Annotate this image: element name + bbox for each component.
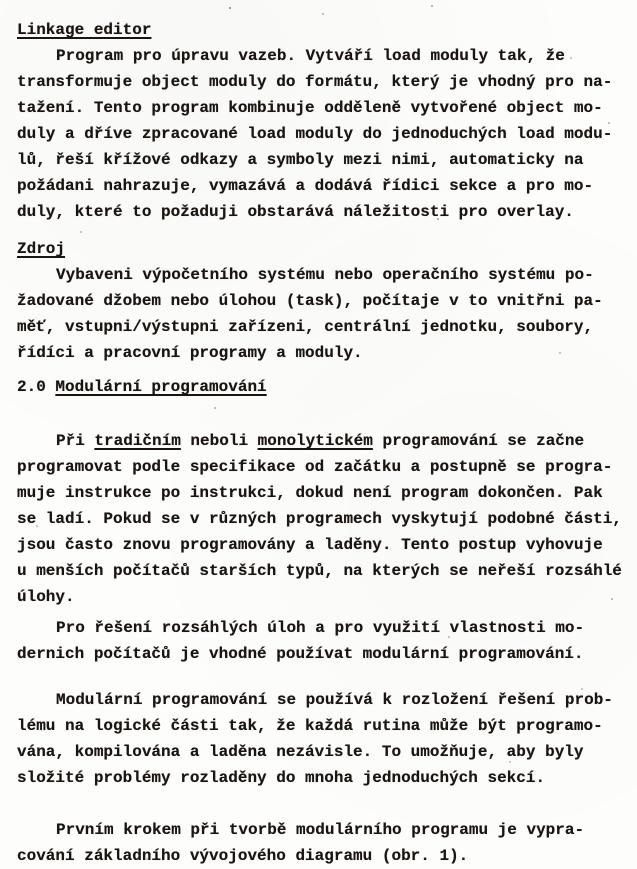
- text-line: programovat podle specifikace od začátku a postupně se progra-: [17, 458, 613, 476]
- text-line: Pro řešení rozsáhlých úloh a pro využití vlastnosti mo-: [56, 619, 585, 637]
- text-line: duly a dříve zpracované load moduly do jednoduchých load modu-: [17, 125, 613, 143]
- heading-modularni-programovani: [17, 374, 625, 400]
- text-line: [17, 428, 625, 454]
- text-segment: programování se začne: [372, 432, 585, 450]
- text-line: lů, řeší křížové odkazy a symboly mezi nimi, automaticky na: [17, 151, 584, 169]
- text-line: měť, vstupni/výstupni zařízeni, centrální jednotku, soubory,: [17, 318, 594, 336]
- text-line: složité problémy rozladěny do mnoha jednoduchých sekcí.: [17, 769, 546, 787]
- text-line: se ladí. Pokud se v různých programech vyskytují podobné části,: [17, 510, 622, 528]
- text-line: tažení. Tento program kombinuje odděleně vytvořené object mo-: [17, 99, 603, 117]
- text-line: muje instrukce po instrukci, dokud není program dokončen. Pak: [17, 484, 603, 502]
- text-line: Modulární programování se používá k rozložení řešení prob-: [56, 691, 613, 709]
- heading-zdroj: [17, 236, 625, 262]
- text-line: žadované džobem nebo úlohou (task), počítaje v to vnitřni pa-: [17, 292, 603, 310]
- text-line: dernich počítačů je vhodné používat modulární programování.: [17, 645, 584, 663]
- text-segment: Při: [56, 432, 95, 450]
- text-line: u menších počítačů starších typů, na kterých se neřeší rozsáhlé: [17, 562, 622, 580]
- text-line: lému na logické části tak, že každá rutina může být programo-: [17, 717, 603, 735]
- text-line: cování základního vývojového diagramu (obr. 1).: [17, 847, 469, 865]
- text-line: transformuje object moduly do formátu, který je vhodný pro na-: [17, 73, 613, 91]
- heading-zdroj-text: Zdroj: [17, 240, 66, 258]
- text-line: řídíci a pracovní programy a moduly.: [17, 344, 363, 362]
- text-line: Program pro úpravu vazeb. Vytváří load moduly tak, že: [56, 47, 565, 65]
- section-number: 2.0: [17, 378, 56, 396]
- text-line: Prvním krokem při tvorbě modulárního programu je vypra-: [56, 821, 585, 839]
- underlined-term-monolytickem: monolytickém: [257, 432, 373, 450]
- text-line: Vybaveni výpočetního systému nebo operačního systému po-: [56, 266, 594, 284]
- text-line: úlohy.: [17, 588, 75, 606]
- text-line: duly, které to požaduji obstarává náležitosti pro overlay.: [17, 203, 574, 221]
- heading-linkage-editor-text: Linkage editor: [17, 21, 152, 39]
- text-line: vána, kompilována a laděna nezávisle. To umožňuje, aby byly: [17, 743, 584, 761]
- text-segment: neboli: [180, 432, 258, 450]
- scan-speckles: [0, 0, 2, 2]
- text-line: požádani nahrazuje, vymazává a dodává řídici sekce a pro mo-: [17, 177, 594, 195]
- heading-linkage-editor: [17, 17, 625, 43]
- heading-modularni-programovani-text: Modulární programování: [55, 378, 267, 396]
- text-line: jsou často znovu programovány a laděny. Tento postup vyhovuje: [17, 536, 603, 554]
- underlined-term-tradicnim: tradičním: [94, 432, 181, 450]
